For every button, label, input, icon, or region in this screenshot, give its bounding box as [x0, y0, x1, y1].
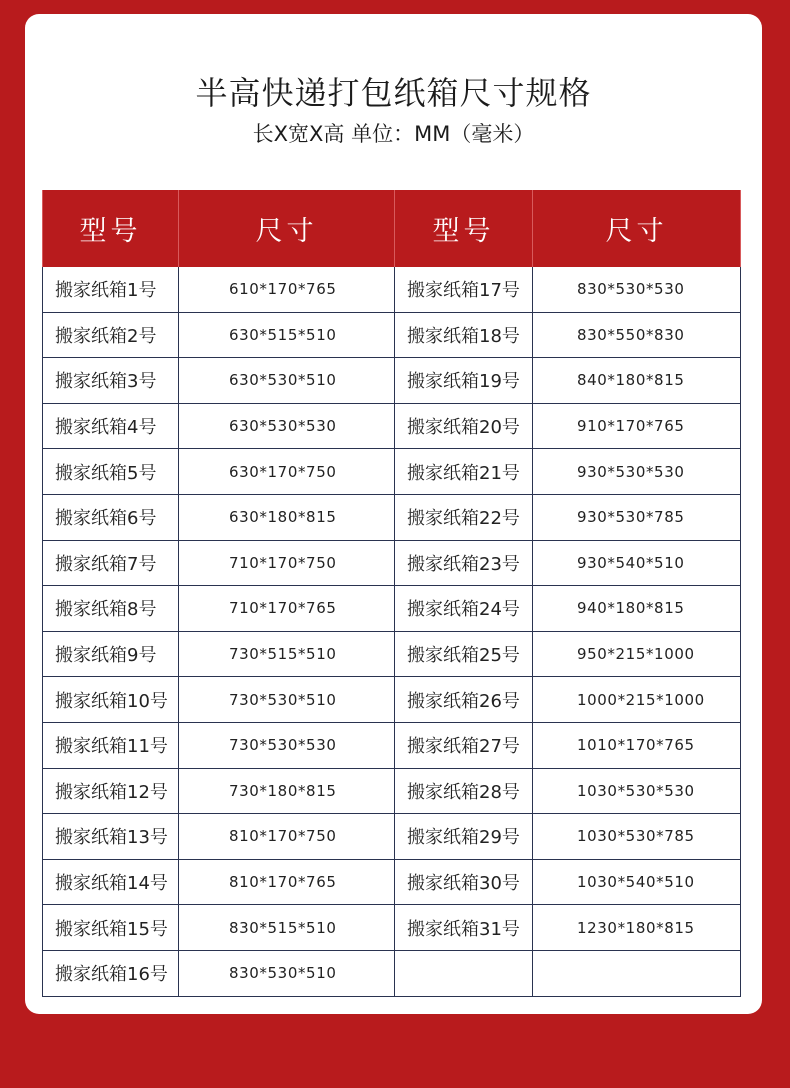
- model-cell: 搬家纸箱13号: [43, 814, 179, 860]
- table-header-row: [43, 190, 741, 267]
- table-row: [43, 586, 741, 632]
- model-cell: 搬家纸箱11号: [43, 722, 179, 768]
- size-cell: 950*215*1000: [533, 631, 741, 677]
- table-row: [43, 449, 741, 495]
- model-cell: 搬家纸箱25号: [395, 631, 533, 677]
- model-cell: 搬家纸箱24号: [395, 586, 533, 632]
- table-row: [43, 494, 741, 540]
- model-cell: 搬家纸箱16号: [43, 950, 179, 996]
- size-cell: 1230*180*815: [533, 905, 741, 951]
- size-cell: 930*540*510: [533, 540, 741, 586]
- header-model-right: 型号: [395, 190, 533, 267]
- model-cell: 搬家纸箱19号: [395, 358, 533, 404]
- size-cell: 840*180*815: [533, 358, 741, 404]
- size-cell: 630*530*510: [179, 358, 395, 404]
- size-cell: 1030*530*785: [533, 814, 741, 860]
- page-subtitle: 长X宽X高 单位：MM（毫米）: [252, 122, 535, 146]
- size-cell: 630*180*815: [179, 494, 395, 540]
- table-row: [43, 267, 741, 312]
- size-cell: 940*180*815: [533, 586, 741, 632]
- table-row: [43, 403, 741, 449]
- model-cell: 搬家纸箱4号: [43, 403, 179, 449]
- size-cell: 1000*215*1000: [533, 677, 741, 723]
- size-cell: 630*515*510: [179, 312, 395, 358]
- size-cell: 1030*530*530: [533, 768, 741, 814]
- table-row: [43, 950, 741, 996]
- size-cell: 730*515*510: [179, 631, 395, 677]
- size-cell: 630*530*530: [179, 403, 395, 449]
- model-cell: 搬家纸箱3号: [43, 358, 179, 404]
- model-cell: 搬家纸箱30号: [395, 859, 533, 905]
- model-cell: 搬家纸箱28号: [395, 768, 533, 814]
- size-cell: 710*170*750: [179, 540, 395, 586]
- header-size-left: 尺寸: [179, 190, 395, 267]
- model-cell: 搬家纸箱9号: [43, 631, 179, 677]
- model-cell: 搬家纸箱22号: [395, 494, 533, 540]
- model-cell: 搬家纸箱12号: [43, 768, 179, 814]
- model-cell: 搬家纸箱5号: [43, 449, 179, 495]
- size-cell: 610*170*765: [179, 267, 395, 312]
- size-cell: 730*530*530: [179, 722, 395, 768]
- size-cell: 810*170*765: [179, 859, 395, 905]
- header-size-right: 尺寸: [533, 190, 741, 267]
- size-cell: 1030*540*510: [533, 859, 741, 905]
- model-cell: 搬家纸箱31号: [395, 905, 533, 951]
- table-row: [43, 631, 741, 677]
- size-cell: 830*530*510: [179, 950, 395, 996]
- table-row: [43, 905, 741, 951]
- table-row: [43, 358, 741, 404]
- size-cell: 930*530*530: [533, 449, 741, 495]
- table-row: [43, 677, 741, 723]
- model-cell: 搬家纸箱27号: [395, 722, 533, 768]
- size-cell: 810*170*750: [179, 814, 395, 860]
- size-cell: 730*530*510: [179, 677, 395, 723]
- size-cell: 830*550*830: [533, 312, 741, 358]
- model-cell: 搬家纸箱17号: [395, 267, 533, 312]
- table-row: [43, 312, 741, 358]
- size-cell: 710*170*765: [179, 586, 395, 632]
- model-cell: 搬家纸箱21号: [395, 449, 533, 495]
- model-cell: 搬家纸箱20号: [395, 403, 533, 449]
- size-cell: 730*180*815: [179, 768, 395, 814]
- model-cell: [395, 950, 533, 996]
- table-row: [43, 540, 741, 586]
- model-cell: 搬家纸箱14号: [43, 859, 179, 905]
- model-cell: 搬家纸箱8号: [43, 586, 179, 632]
- table-row: [43, 859, 741, 905]
- model-cell: 搬家纸箱6号: [43, 494, 179, 540]
- table-row: [43, 722, 741, 768]
- size-cell: [533, 950, 741, 996]
- model-cell: 搬家纸箱29号: [395, 814, 533, 860]
- model-cell: 搬家纸箱10号: [43, 677, 179, 723]
- model-cell: 搬家纸箱15号: [43, 905, 179, 951]
- size-cell: 910*170*765: [533, 403, 741, 449]
- table-row: [43, 814, 741, 860]
- header-model-left: 型号: [43, 190, 179, 267]
- size-cell: 830*515*510: [179, 905, 395, 951]
- model-cell: 搬家纸箱18号: [395, 312, 533, 358]
- size-table: [42, 190, 741, 997]
- size-cell: 830*530*530: [533, 267, 741, 312]
- size-cell: 630*170*750: [179, 449, 395, 495]
- page-title: 半高快递打包纸箱尺寸规格: [195, 74, 592, 112]
- model-cell: 搬家纸箱2号: [43, 312, 179, 358]
- table-row: [43, 768, 741, 814]
- model-cell: 搬家纸箱1号: [43, 267, 179, 312]
- size-cell: 930*530*785: [533, 494, 741, 540]
- model-cell: 搬家纸箱26号: [395, 677, 533, 723]
- size-cell: 1010*170*765: [533, 722, 741, 768]
- model-cell: 搬家纸箱7号: [43, 540, 179, 586]
- model-cell: 搬家纸箱23号: [395, 540, 533, 586]
